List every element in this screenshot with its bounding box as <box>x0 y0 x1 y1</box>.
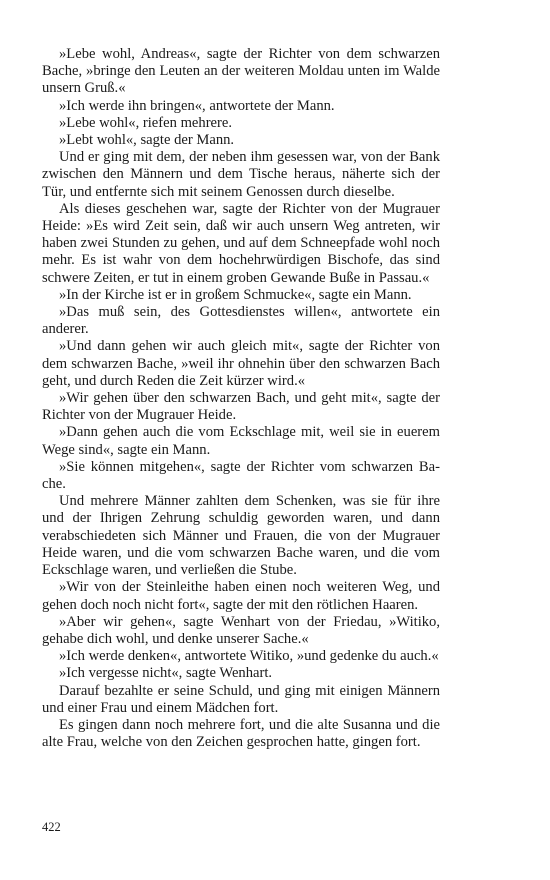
page-text <box>42 46 440 751</box>
paragraph: Als dieses geschehen war, sagte der Richter von der Mugrauer Heide: »Es wird Zeit sein, daß wir auch unsern Weg antreten, wir haben zwei Stunden zu gehen, und auf dem Schneepfade wohl noch mehr. Es ist wahr von dem hochehrwürdigen Bischofe, das sind schwere Zeiten, er tut in einem groben Gewande Buße in Passau.« <box>42 200 440 286</box>
paragraph: »Lebe wohl, Andreas«, sagte der Richter von dem schwarzen Bache, »bringe den Leuten an der weiteren Moldau unten im Walde unsern Gruß.« <box>42 46 440 97</box>
paragraph: »Ich vergesse nicht«, sagte Wenhart. <box>59 665 273 682</box>
paragraph: »Ich werde denken«, antwortete Witiko, »und gedenke du auch.« <box>59 648 439 665</box>
paragraph: »Ich werde ihn bringen«, antwortete der Mann. <box>59 97 335 114</box>
page-number: 422 <box>42 820 61 834</box>
paragraph: »Wir von der Steinleithe haben einen noch weiteren Weg, und gehen doch noch nicht fort«, sagte der mit den rötlichen Haaren. <box>42 579 440 613</box>
paragraph: »Sie können mitgehen«, sagte der Richter vom schwarzen Bache. <box>42 458 440 493</box>
paragraph: Und mehrere Männer zahlten dem Schenken, was sie für ihre und der Ihrigen Zehrung schuldig geworden waren, und dann verabschiedeten sich Männer und Frauen, die von der Mugrauer Heide waren, und die vom schwarzen Bache waren, und die vom Eckschlage waren, und verließen die Stube. <box>42 493 440 579</box>
paragraph: »Lebt wohl«, sagte der Mann. <box>59 132 235 149</box>
paragraph: »Und dann gehen wir auch gleich mit«, sagte der Richter von dem schwarzen Bache, »weil ihr ohnehin über den schwarzen Bach geht, und durch Reden die Zeit kürzer wird.« <box>42 338 440 389</box>
paragraph: »Lebe wohl«, riefen mehrere. <box>59 114 233 131</box>
paragraph: Und er ging mit dem, der neben ihm gesessen war, von der Bank zwischen den Männern und dem Tische heraus, näherte sich der Tür, und entfernte sich mit seinem Genossen durch dieselbe. <box>42 149 440 200</box>
paragraph: »Dann gehen auch die vom Eckschlage mit, weil sie in euerem Wege sind«, sagte ein Mann. <box>42 424 440 458</box>
paragraph: »Wir gehen über den schwarzen Bach, und geht mit«, sagte der Richter von der Mugrauer Heide. <box>42 390 440 424</box>
paragraph: »Das muß sein, des Gottesdienstes willen«, antwortete ein anderer. <box>42 304 440 338</box>
paragraph: »Aber wir gehen«, sagte Wenhart von der Friedau, »Witiko, gehabe dich wohl, und denke unserer Sache.« <box>42 613 440 647</box>
paragraph: Es gingen dann noch mehrere fort, und die alte Susanna und die alte Frau, welche von den Zeichen gesprochen hatte, gingen fort. <box>42 716 440 751</box>
paragraph: Darauf bezahlte er seine Schuld, und ging mit einigen Männern und einer Frau und einem Mädchen fort. <box>42 682 440 716</box>
paragraph: »In der Kirche ist er in großem Schmucke«, sagte ein Mann. <box>59 286 412 303</box>
